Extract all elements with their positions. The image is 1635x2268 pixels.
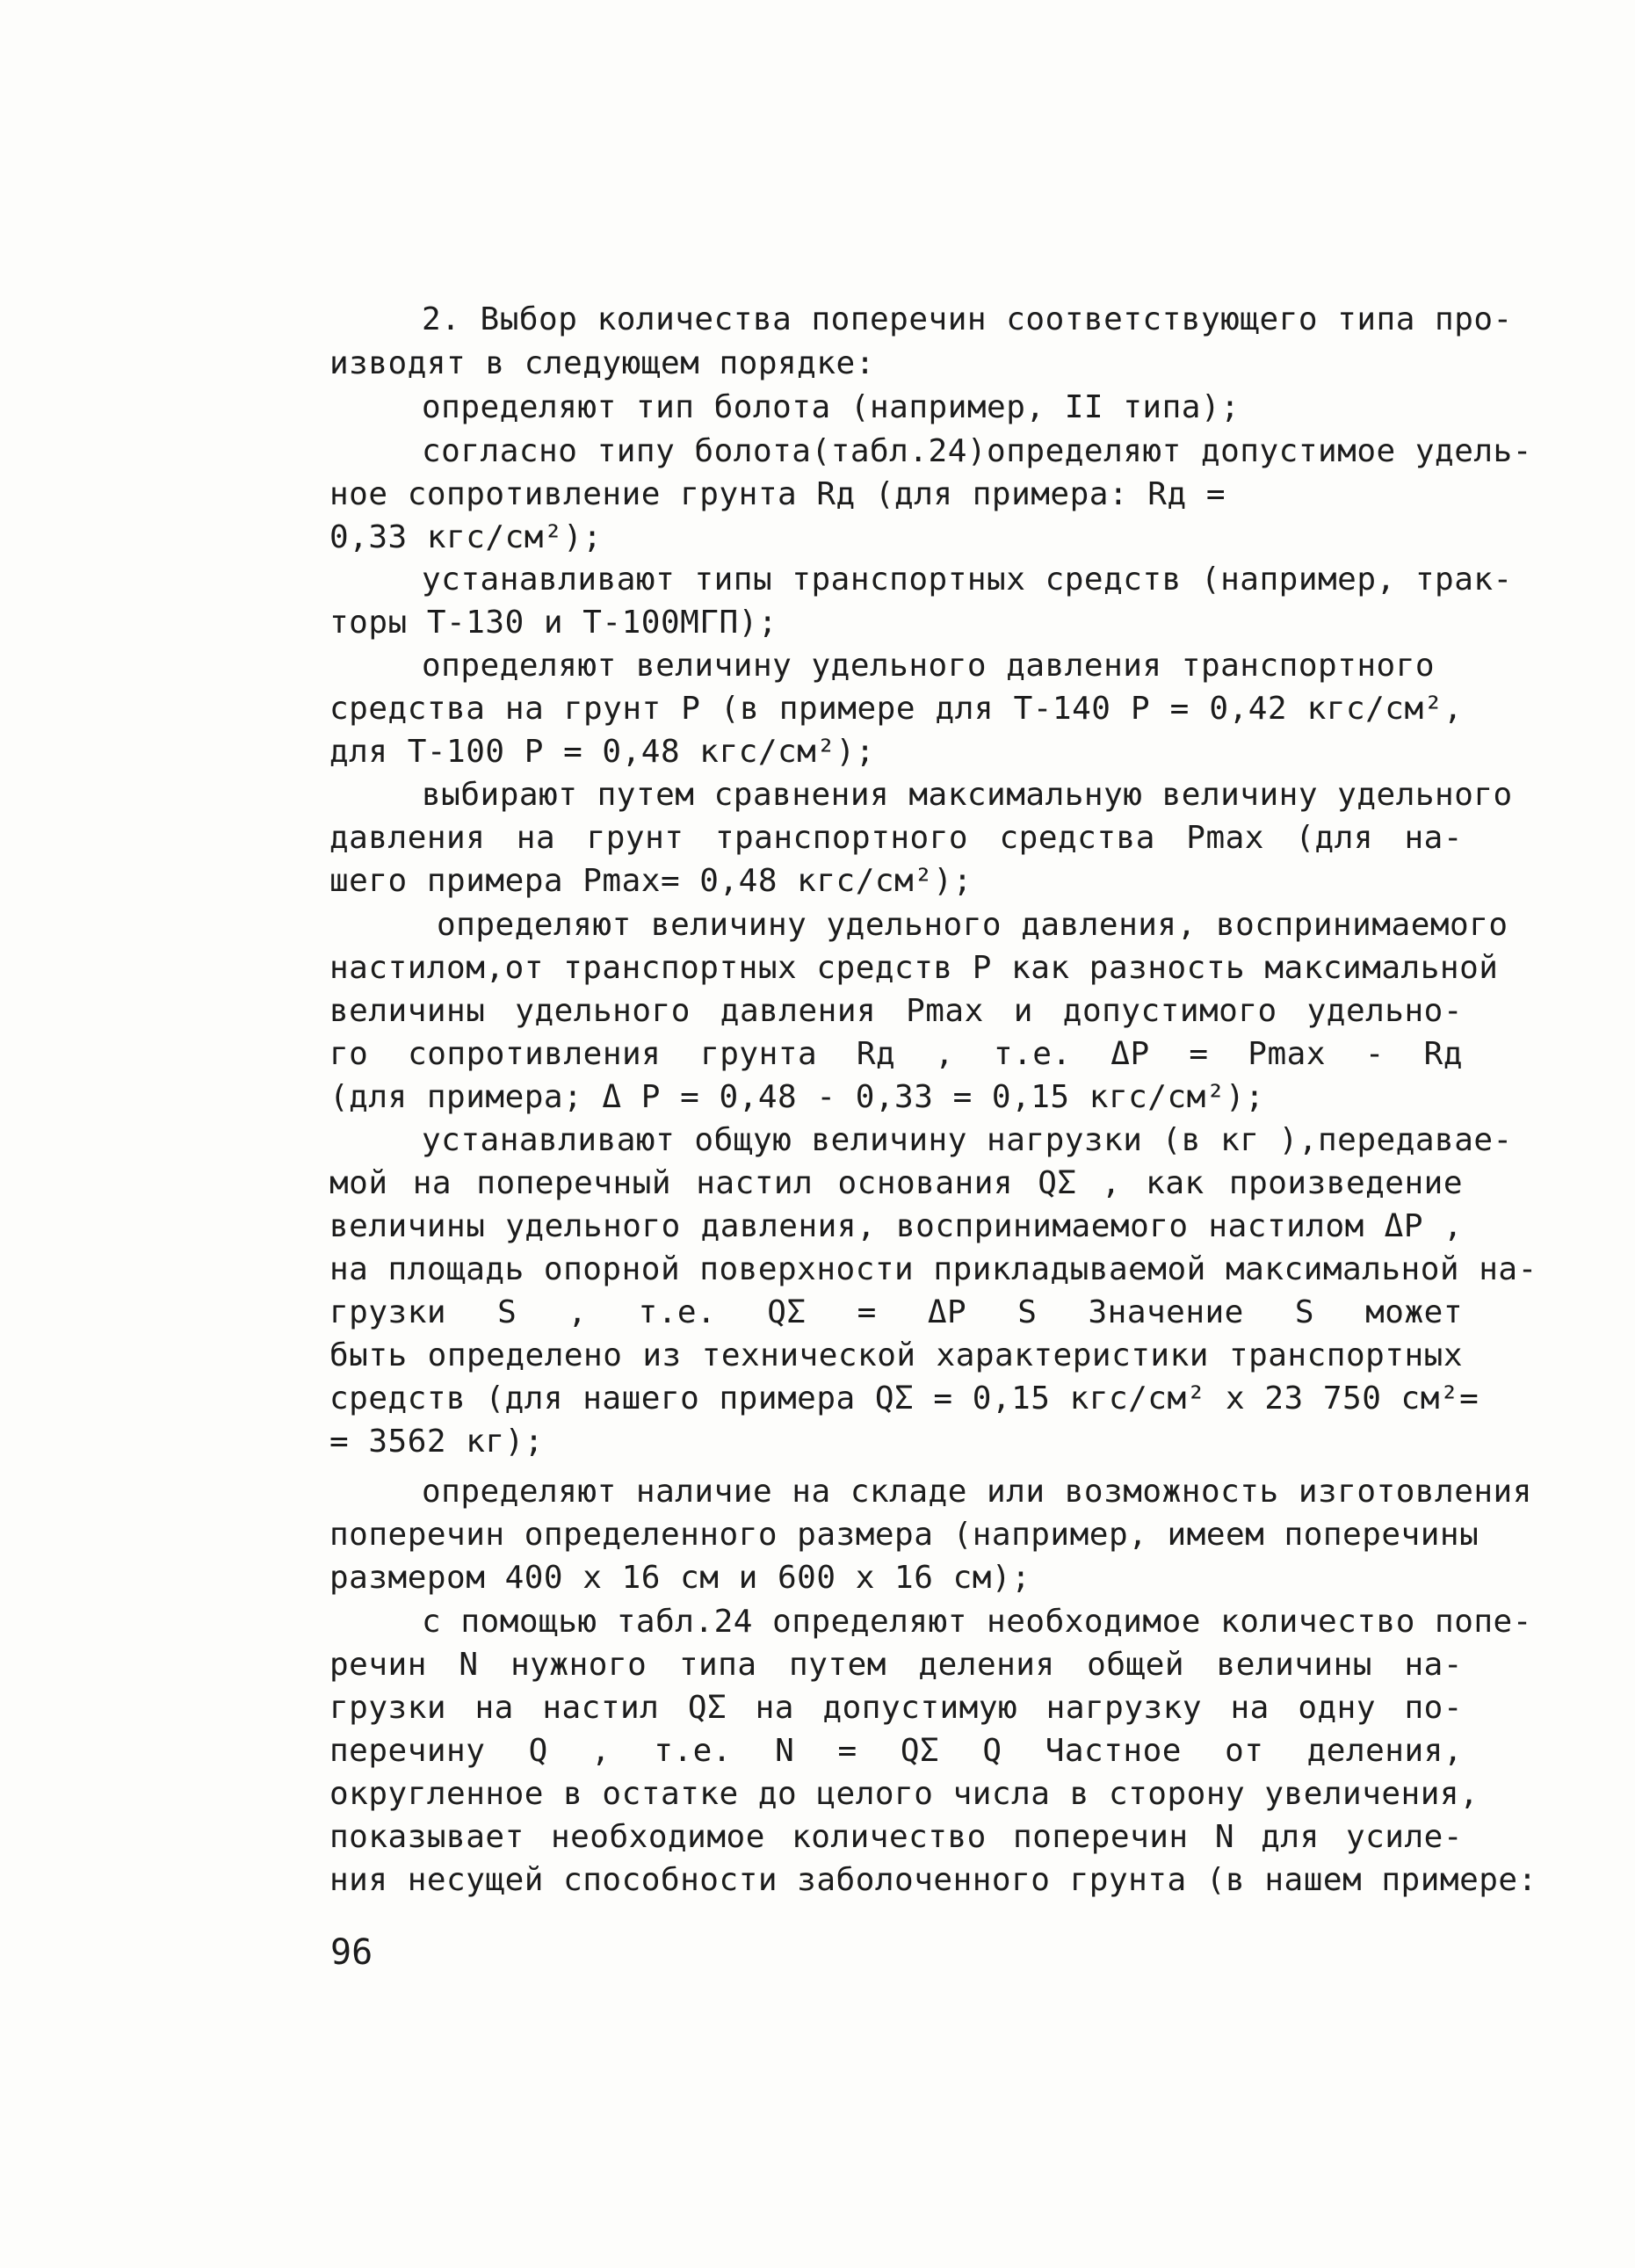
text-line: 2. Выбор количества поперечин соответствующего типа про- xyxy=(422,301,1513,337)
text-line: = 3562 кг); xyxy=(329,1424,544,1460)
page-number: 96 xyxy=(330,1932,373,1973)
text-line: шего примера Pmax= 0,48 кгс/см²); xyxy=(329,863,973,899)
text-line: на площадь опорной поверхности прикладываемой максимальной на- xyxy=(329,1251,1537,1287)
text-line: речин N нужного типа путем деления общей величины на- xyxy=(329,1647,1463,1683)
text-line: согласно типу болота(табл.24)определяют допустимое удель- xyxy=(422,433,1532,469)
text-line: величины удельного давления Pmax и допустимого удельно- xyxy=(329,993,1463,1029)
text-line: показывает необходимое количество поперечин N для усиле- xyxy=(329,1819,1463,1855)
text-line: настилом,от транспортных средств Р как разность максимальной xyxy=(329,950,1499,986)
text-line: перечину Q , т.е. N = QΣ Q Частное от деления, xyxy=(329,1733,1463,1769)
text-line: определяют величину удельного давления транспортного xyxy=(422,648,1436,684)
text-line: размером 400 x 16 см и 600 x 16 см); xyxy=(329,1560,1031,1596)
text-line: средства на грунт Р (в примере для Т-140 Р = 0,42 кгс/см², xyxy=(329,691,1463,727)
text-line: выбирают путем сравнения максимальную величину удельного xyxy=(422,777,1513,813)
text-line: мой на поперечный настил основания QΣ , как произведение xyxy=(329,1165,1463,1201)
text-line: устанавливают общую величину нагрузки (в кг ),передавае- xyxy=(422,1122,1513,1158)
text-line: торы Т-130 и Т-100МГП); xyxy=(329,605,778,641)
text-line: ное сопротивление грунта Rд (для примера: Rд = xyxy=(329,476,1226,512)
text-line: грузки на настил QΣ на допустимую нагрузку на одну по- xyxy=(329,1690,1463,1726)
text-line: округленное в остатке до целого числа в сторону увеличения, xyxy=(329,1776,1479,1812)
text-line: устанавливают типы транспортных средств (например, трак- xyxy=(422,562,1513,598)
text-line: средств (для нашего примера QΣ = 0,15 кгс/см² x 23 750 см²= xyxy=(329,1380,1479,1417)
text-line: 0,33 кгс/см²); xyxy=(329,519,603,555)
text-line: поперечин определенного размера (например, имеем поперечины xyxy=(329,1517,1479,1553)
text-line: определяют тип болота (например, II типа); xyxy=(422,389,1241,425)
text-line: для Т-100 Р = 0,48 кгс/см²); xyxy=(329,734,875,770)
text-line: определяют величину удельного давления, воспринимаемого xyxy=(437,907,1508,943)
text-line: быть определено из технической характеристики транспортных xyxy=(329,1337,1463,1373)
text-line: с помощью табл.24 определяют необходимое количество попе- xyxy=(422,1604,1532,1640)
text-line: (для примера; Δ P = 0,48 - 0,33 = 0,15 кгс/см²); xyxy=(329,1079,1265,1115)
text-line: ния несущей способности заболоченного грунта (в нашем примере: xyxy=(329,1862,1537,1898)
text-line: грузки S , т.е. QΣ = ΔP S Значение S может xyxy=(329,1294,1463,1330)
text-line: определяют наличие на складе или возможность изготовления xyxy=(422,1474,1532,1510)
text-line: изводят в следующем порядке: xyxy=(329,345,875,381)
text-line: давления на грунт транспортного средства Pmax (для на- xyxy=(329,820,1463,856)
text-line: го сопротивления грунта Rд , т.е. ΔP = Pmax - Rд xyxy=(329,1036,1463,1072)
text-line: величины удельного давления, воспринимаемого настилом ΔP , xyxy=(329,1208,1463,1244)
